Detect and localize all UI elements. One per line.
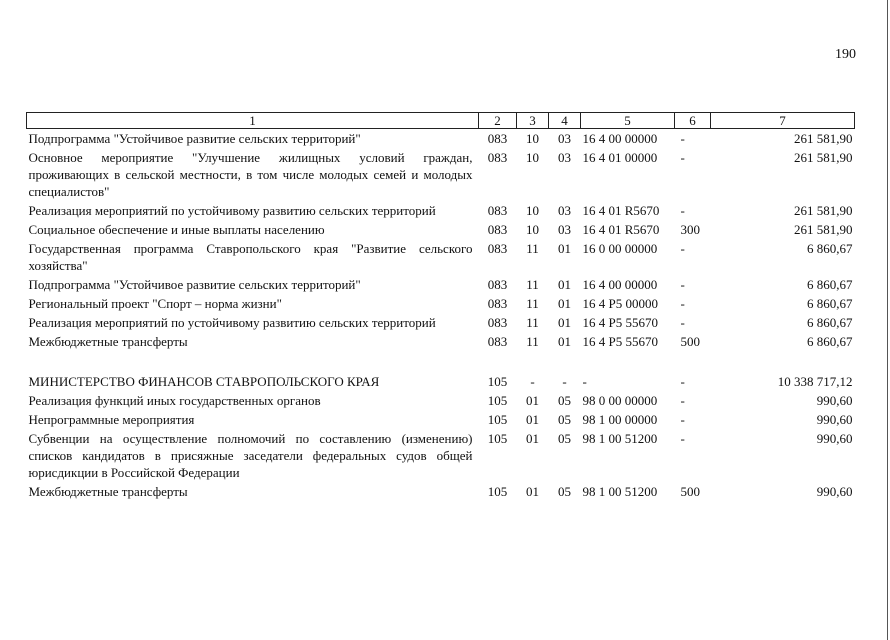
- row-code: 083: [487, 296, 508, 311]
- row-amount: 6 860,67: [807, 296, 853, 311]
- page-number: 190: [835, 47, 856, 62]
- table-body: [27, 129, 855, 502]
- row-expense-type: 300: [680, 222, 700, 237]
- row-csr-code: 16 4 01 R5670: [582, 203, 660, 218]
- row-code: 083: [487, 315, 508, 330]
- row-subsection: 01: [558, 296, 571, 311]
- header-col-3: 3: [517, 113, 549, 129]
- row-expense-type: -: [680, 393, 685, 408]
- row-section: 01: [526, 393, 539, 408]
- row-name: Реализация мероприятий по устойчивому развитию сельских территорий: [28, 315, 436, 330]
- spacer-cell: [27, 351, 855, 372]
- row-section: 11: [526, 277, 539, 292]
- row-name: Подпрограмма "Устойчивое развитие сельских территорий": [28, 131, 361, 146]
- table-row: [27, 220, 855, 239]
- table-row: [27, 275, 855, 294]
- row-code: 083: [487, 277, 508, 292]
- row-section: 10: [526, 131, 539, 146]
- row-csr-code: 98 1 00 51200: [582, 431, 658, 446]
- row-name: Социальное обеспечение и иные выплаты населению: [28, 222, 325, 237]
- row-amount: 990,60: [816, 393, 853, 408]
- row-section: 11: [526, 334, 539, 349]
- row-subsection: 05: [558, 431, 571, 446]
- row-amount: 6 860,67: [807, 277, 853, 292]
- row-csr-code: -: [582, 374, 587, 389]
- row-code: 083: [487, 131, 508, 146]
- row-code: 083: [487, 150, 508, 165]
- table-spacer-row: [27, 351, 855, 372]
- row-subsection: 03: [558, 150, 571, 165]
- row-subsection: 01: [558, 315, 571, 330]
- table-row: [27, 332, 855, 351]
- table-row: [27, 129, 855, 149]
- header-col-4: 4: [549, 113, 581, 129]
- row-code: 105: [487, 484, 508, 499]
- row-expense-type: -: [680, 431, 685, 446]
- row-expense-type: -: [680, 412, 685, 427]
- row-amount: 6 860,67: [807, 241, 853, 256]
- row-csr-code: 16 4 P5 55670: [582, 334, 658, 349]
- row-section: 01: [526, 412, 539, 427]
- row-name: МИНИСТЕРСТВО ФИНАНСОВ СТАВРОПОЛЬСКОГО КРАЯ: [28, 374, 380, 389]
- row-amount: 261 581,90: [794, 222, 853, 237]
- page-edge-line: [887, 0, 888, 640]
- row-code: 105: [487, 393, 508, 408]
- row-csr-code: 16 4 00 00000: [582, 277, 658, 292]
- table-row: [27, 239, 855, 275]
- table-row: [27, 313, 855, 332]
- row-section: 11: [526, 296, 539, 311]
- row-expense-type: -: [680, 150, 685, 165]
- table-row: [27, 391, 855, 410]
- row-name: Межбюджетные трансферты: [28, 334, 188, 349]
- row-csr-code: 16 4 00 00000: [582, 131, 658, 146]
- row-csr-code: 16 4 01 00000: [582, 150, 658, 165]
- row-expense-type: -: [680, 241, 685, 256]
- row-subsection: 05: [558, 412, 571, 427]
- row-subsection: 01: [558, 334, 571, 349]
- row-subsection: 05: [558, 393, 571, 408]
- row-code: 105: [487, 431, 508, 446]
- row-name: Подпрограмма "Устойчивое развитие сельских территорий": [28, 277, 361, 292]
- row-subsection: 05: [558, 484, 571, 499]
- row-csr-code: 98 0 00 00000: [582, 393, 658, 408]
- row-csr-code: 98 1 00 00000: [582, 412, 658, 427]
- row-section: 11: [526, 241, 539, 256]
- table-row: [27, 372, 855, 391]
- table-header-row: [27, 113, 855, 129]
- row-section: 10: [526, 203, 539, 218]
- table-row: [27, 429, 855, 482]
- row-name: Основное мероприятие "Улучшение жилищных условий граждан, проживающих в сельской местности, в том числе молодых семей и молодых специалистов": [28, 150, 473, 199]
- table-row: [27, 201, 855, 220]
- row-code: 083: [487, 222, 508, 237]
- row-code: 083: [487, 334, 508, 349]
- row-code: 083: [487, 241, 508, 256]
- header-col-5: 5: [581, 113, 675, 129]
- row-name: Непрограммные мероприятия: [28, 412, 195, 427]
- row-subsection: 01: [558, 277, 571, 292]
- row-amount: 261 581,90: [794, 150, 853, 165]
- row-name: Реализация мероприятий по устойчивому развитию сельских территорий: [28, 203, 436, 218]
- row-section: 10: [526, 222, 539, 237]
- row-expense-type: -: [680, 374, 685, 389]
- budget-table: [26, 112, 855, 501]
- row-section: 01: [526, 484, 539, 499]
- row-subsection: 03: [558, 222, 571, 237]
- row-csr-code: 16 4 P5 00000: [582, 296, 658, 311]
- row-name: Государственная программа Ставропольского края "Развитие сельского хозяйства": [28, 241, 473, 273]
- row-expense-type: -: [680, 277, 685, 292]
- row-subsection: 03: [558, 131, 571, 146]
- row-expense-type: 500: [680, 334, 700, 349]
- row-subsection: 01: [558, 241, 571, 256]
- row-csr-code: 98 1 00 51200: [582, 484, 658, 499]
- row-amount: 261 581,90: [794, 203, 853, 218]
- row-expense-type: 500: [680, 484, 700, 499]
- row-subsection: 03: [558, 203, 571, 218]
- header-col-6: 6: [675, 113, 711, 129]
- row-subsection: -: [562, 374, 567, 389]
- header-col-7: 7: [711, 113, 855, 129]
- row-csr-code: 16 4 P5 55670: [582, 315, 658, 330]
- header-col-1: 1: [27, 113, 479, 129]
- header-col-2: 2: [479, 113, 517, 129]
- table-row: [27, 148, 855, 201]
- row-section: -: [530, 374, 535, 389]
- row-amount: 6 860,67: [807, 315, 853, 330]
- row-section: 10: [526, 150, 539, 165]
- row-name: Субвенции на осуществление полномочий по составлению (изменению) списков кандидатов в присяжные заседатели федеральных судов общей юрисдикции в Российской Федерации: [28, 431, 473, 480]
- row-amount: 261 581,90: [794, 131, 853, 146]
- row-amount: 990,60: [816, 484, 853, 499]
- row-amount: 990,60: [816, 412, 853, 427]
- row-name: Реализация функций иных государственных органов: [28, 393, 321, 408]
- row-csr-code: 16 0 00 00000: [582, 241, 658, 256]
- row-csr-code: 16 4 01 R5670: [582, 222, 660, 237]
- row-expense-type: -: [680, 203, 685, 218]
- row-name: Региональный проект "Спорт – норма жизни": [28, 296, 282, 311]
- row-expense-type: -: [680, 296, 685, 311]
- row-amount: 6 860,67: [807, 334, 853, 349]
- row-code: 083: [487, 203, 508, 218]
- row-section: 01: [526, 431, 539, 446]
- row-code: 105: [487, 374, 508, 389]
- table-row: [27, 482, 855, 501]
- row-expense-type: -: [680, 315, 685, 330]
- row-section: 11: [526, 315, 539, 330]
- table-row: [27, 410, 855, 429]
- table-row: [27, 294, 855, 313]
- row-expense-type: -: [680, 131, 685, 146]
- row-code: 105: [487, 412, 508, 427]
- row-amount: 10 338 717,12: [777, 374, 853, 389]
- row-name: Межбюджетные трансферты: [28, 484, 188, 499]
- row-amount: 990,60: [816, 431, 853, 446]
